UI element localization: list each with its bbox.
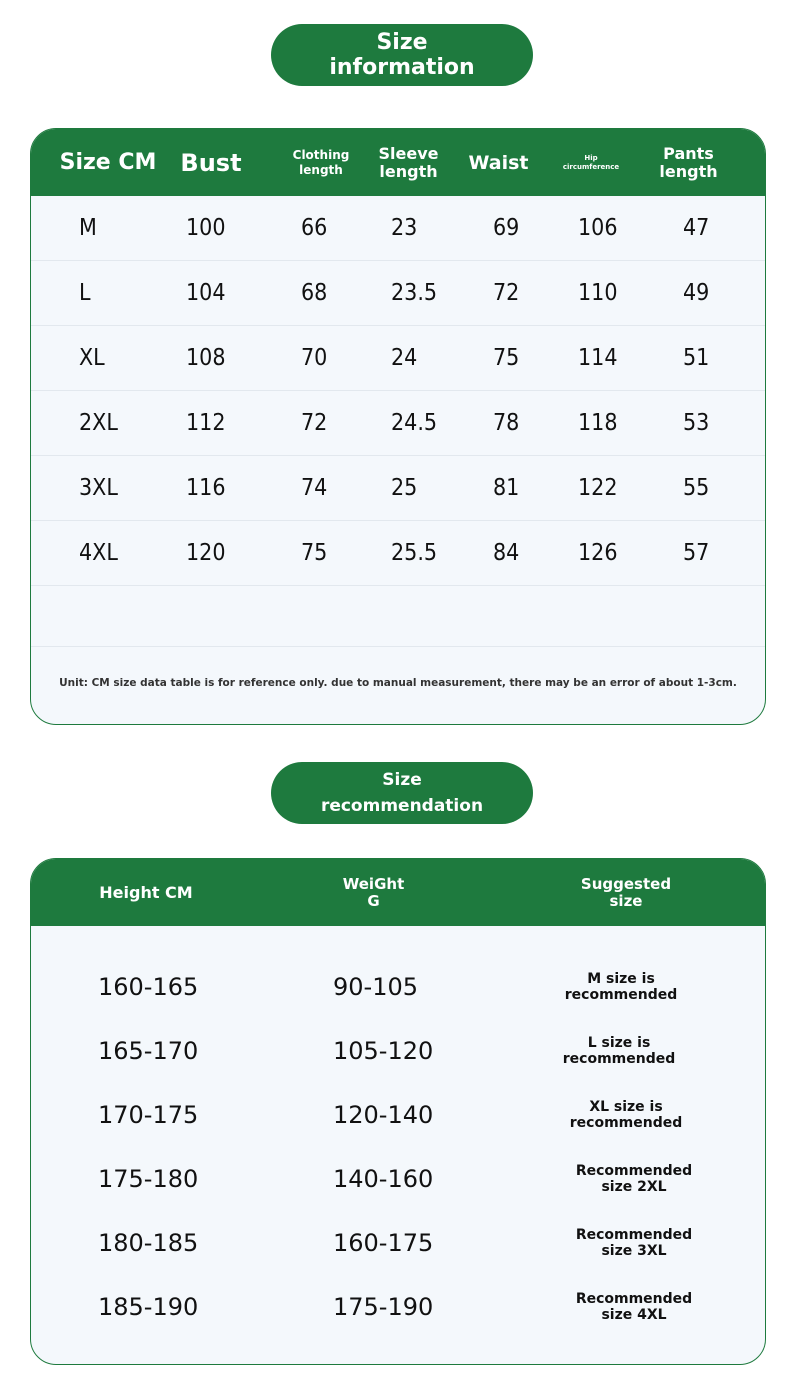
cell-clothing-length: 68: [301, 280, 328, 306]
title-line-2: recommendation: [320, 796, 484, 816]
cell-weight: 105-120: [333, 1037, 434, 1065]
cell-waist: 81: [493, 475, 520, 501]
table-row: [31, 1019, 765, 1083]
cell-pants-length: 53: [683, 410, 710, 436]
cell-hip: 126: [578, 540, 618, 566]
cell-sleeve-length: 25: [391, 475, 418, 501]
size-recommendation-title: [271, 762, 533, 824]
cell-clothing-length: 72: [301, 410, 328, 436]
size-information-title: [271, 24, 533, 86]
size-recommendation-table: [30, 858, 766, 1365]
cell-weight: 120-140: [333, 1101, 434, 1129]
cell-sleeve-length: 25.5: [391, 540, 438, 566]
table-row: [31, 326, 765, 391]
cell-sleeve-length: 23.5: [391, 280, 438, 306]
header-pants-length: Pants length: [659, 143, 718, 181]
header-sleeve-length: Sleeve length: [378, 143, 439, 181]
header-height-cm: Height CM: [99, 883, 193, 902]
cell-bust: 112: [186, 410, 226, 436]
cell-bust: 120: [186, 540, 226, 566]
cell-waist: 69: [493, 215, 520, 241]
cell-suggested-size: Recommended size 4XL: [575, 1291, 693, 1323]
table-row: [31, 1275, 765, 1339]
cell-hip: 110: [578, 280, 618, 306]
cell-weight: 160-175: [333, 1229, 434, 1257]
cell-clothing-length: 74: [301, 475, 328, 501]
table-row: [31, 456, 765, 521]
table-row: [31, 521, 765, 586]
cell-suggested-size: M size is recommended: [564, 971, 678, 1003]
cell-hip: 118: [578, 410, 618, 436]
cell-bust: 100: [186, 215, 226, 241]
table-row: [31, 196, 765, 261]
table-row: [31, 1147, 765, 1211]
cell-size: XL: [79, 345, 105, 371]
cell-suggested-size: L size is recommended: [562, 1035, 676, 1067]
header-hip-circumference: Hip circumference: [562, 153, 620, 171]
cell-sleeve-length: 23: [391, 215, 418, 241]
cell-bust: 108: [186, 345, 226, 371]
cell-bust: 104: [186, 280, 226, 306]
title-line-1: Size: [382, 770, 422, 790]
empty-row: [31, 586, 765, 647]
cell-hip: 114: [578, 345, 618, 371]
header-weight: WeiGht G: [342, 874, 405, 910]
cell-size: 2XL: [79, 410, 118, 436]
cell-sleeve-length: 24.5: [391, 410, 438, 436]
cell-height: 170-175: [98, 1101, 199, 1129]
table-row: [31, 261, 765, 326]
header-size-cm: Size CM: [59, 150, 157, 175]
cell-sleeve-length: 24: [391, 345, 418, 371]
cell-size: M: [79, 215, 97, 241]
cell-height: 175-180: [98, 1165, 199, 1193]
cell-suggested-size: Recommended size 3XL: [575, 1227, 693, 1259]
cell-size: L: [79, 280, 91, 306]
cell-clothing-length: 66: [301, 215, 328, 241]
cell-pants-length: 51: [683, 345, 710, 371]
cell-clothing-length: 75: [301, 540, 328, 566]
measurement-note: Unit: CM size data table is for reference only. due to manual measurement, there may be an error of about 1-3cm.: [59, 677, 737, 689]
header-waist: Waist: [468, 151, 529, 174]
cell-hip: 122: [578, 475, 618, 501]
recommendation-table-header: [31, 859, 765, 926]
cell-pants-length: 47: [683, 215, 710, 241]
title-line-2: information: [329, 55, 475, 80]
cell-pants-length: 49: [683, 280, 710, 306]
size-information-table: [30, 128, 766, 725]
cell-weight: 90-105: [333, 973, 419, 1001]
header-clothing-length: Clothing length: [292, 147, 350, 177]
cell-waist: 84: [493, 540, 520, 566]
cell-size: 3XL: [79, 475, 118, 501]
cell-pants-length: 55: [683, 475, 710, 501]
table-row: [31, 1211, 765, 1275]
table-row: [31, 391, 765, 456]
cell-waist: 75: [493, 345, 520, 371]
cell-hip: 106: [578, 215, 618, 241]
header-suggested-size: Suggested size: [580, 874, 672, 910]
cell-height: 185-190: [98, 1293, 199, 1321]
table-row: [31, 955, 765, 1019]
cell-height: 180-185: [98, 1229, 199, 1257]
cell-waist: 78: [493, 410, 520, 436]
cell-clothing-length: 70: [301, 345, 328, 371]
cell-weight: 140-160: [333, 1165, 434, 1193]
cell-height: 165-170: [98, 1037, 199, 1065]
cell-waist: 72: [493, 280, 520, 306]
cell-size: 4XL: [79, 540, 118, 566]
cell-suggested-size: XL size is recommended: [569, 1099, 683, 1131]
cell-height: 160-165: [98, 973, 199, 1001]
title-line-1: Size: [376, 30, 428, 55]
header-bust: Bust: [180, 148, 242, 177]
cell-bust: 116: [186, 475, 226, 501]
cell-suggested-size: Recommended size 2XL: [575, 1163, 693, 1195]
table-row: [31, 1083, 765, 1147]
size-table-header: [31, 129, 765, 196]
cell-pants-length: 57: [683, 540, 710, 566]
cell-weight: 175-190: [333, 1293, 434, 1321]
